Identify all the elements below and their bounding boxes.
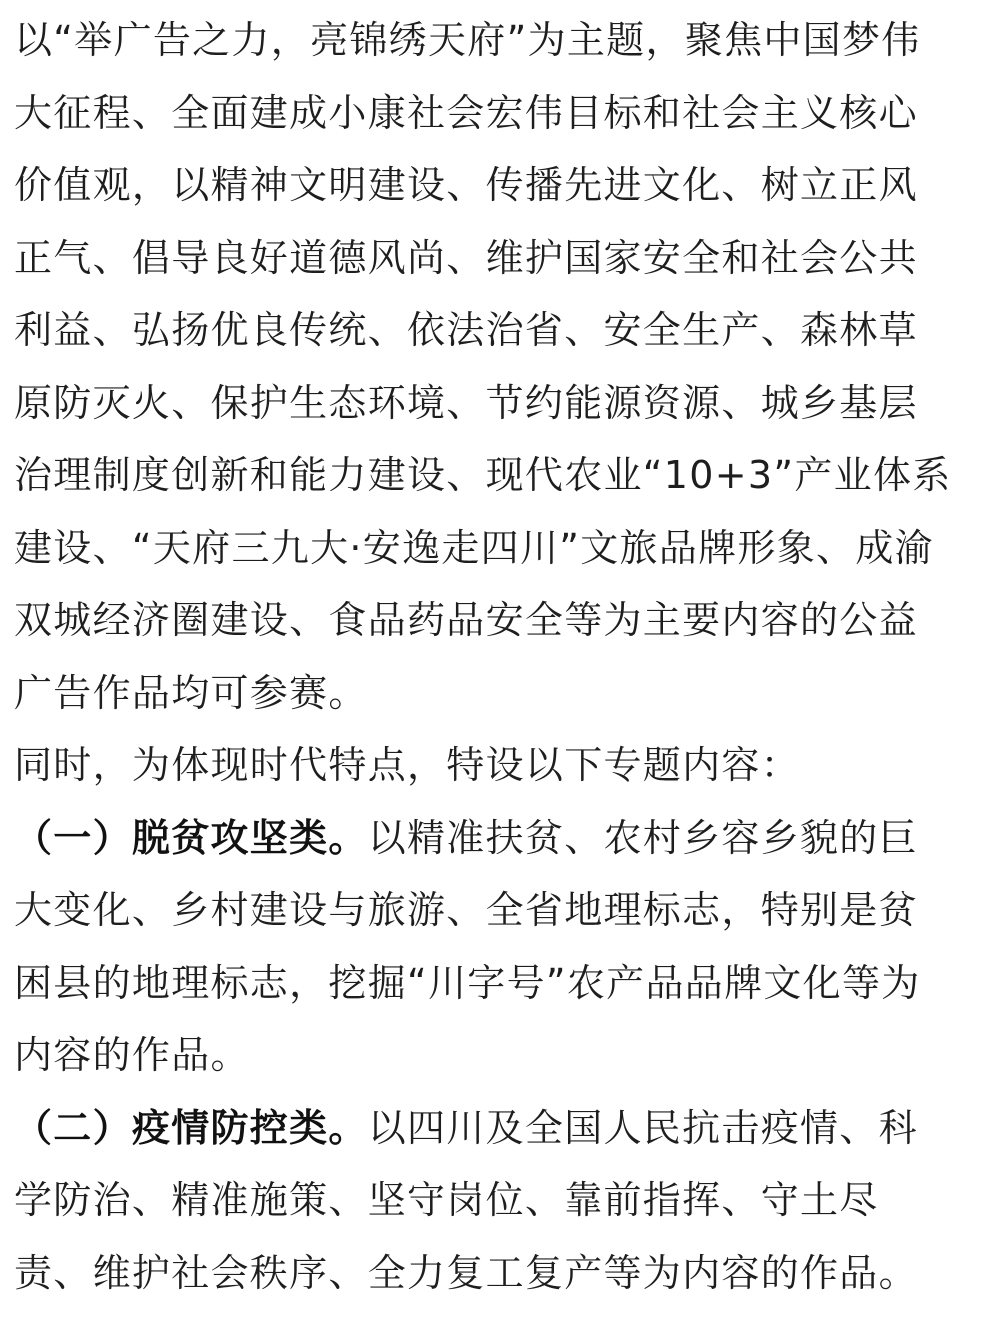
topic-heading: （二）疫情防控类。 <box>14 1105 368 1150</box>
text-line <box>14 802 982 875</box>
special-topics-intro <box>14 729 982 802</box>
topic-text: 以四川及全国人民抗击疫情、科 <box>367 1105 918 1150</box>
text-line: 正气、倡导良好道德风尚、维护国家安全和社会公共 <box>14 235 918 280</box>
text-line: 原防灭火、保护生态环境、节约能源资源、城乡基层 <box>14 380 918 425</box>
topic-heading: （一）脱贫攻坚类。 <box>14 815 368 860</box>
text-line: 内容的作品。 <box>14 1033 250 1077</box>
text-line: 价值观，以精神文明建设、传播先进文化、树立正风 <box>14 163 918 207</box>
text-line: 困县的地理标志，挖掘“川字号”农产品品牌文化等为 <box>14 960 921 1005</box>
article-body <box>14 0 982 1309</box>
text-line: 治理制度创新和能力建设、现代农业“10+3”产业体系 <box>14 453 952 497</box>
text-line: 以“举广告之力，亮锦绣天府”为主题，聚焦中国梦伟 <box>14 18 921 62</box>
text-line: 建设、“天府三九大·安逸走四川”文旅品牌形象、成渝 <box>14 525 934 570</box>
text-line: 广告作品均可参赛。 <box>14 670 368 715</box>
text-line: 双城经济圈建设、食品药品安全等为主要内容的公益 <box>14 598 918 642</box>
topic-epidemic-control <box>14 1092 982 1310</box>
text-line: 大征程、全面建成小康社会宏伟目标和社会主义核心 <box>14 90 918 135</box>
text-line <box>14 1092 982 1165</box>
text-line: 学防治、精准施策、坚守岗位、靠前指挥、守土尽 <box>14 1178 879 1222</box>
text-line: 同时，为体现时代特点，特设以下专题内容： <box>14 743 801 787</box>
text-line: 大变化、乡村建设与旅游、全省地理标志，特别是贫 <box>14 888 918 932</box>
text-line: 责、维护社会秩序、全力复工复产等为内容的作品。 <box>14 1250 918 1295</box>
topic-poverty-alleviation <box>14 802 982 1092</box>
intro-paragraph <box>14 4 982 729</box>
topic-text: 以精准扶贫、农村乡容乡貌的巨 <box>367 815 918 860</box>
text-line: 利益、弘扬优良传统、依法治省、安全生产、森林草 <box>14 308 918 352</box>
